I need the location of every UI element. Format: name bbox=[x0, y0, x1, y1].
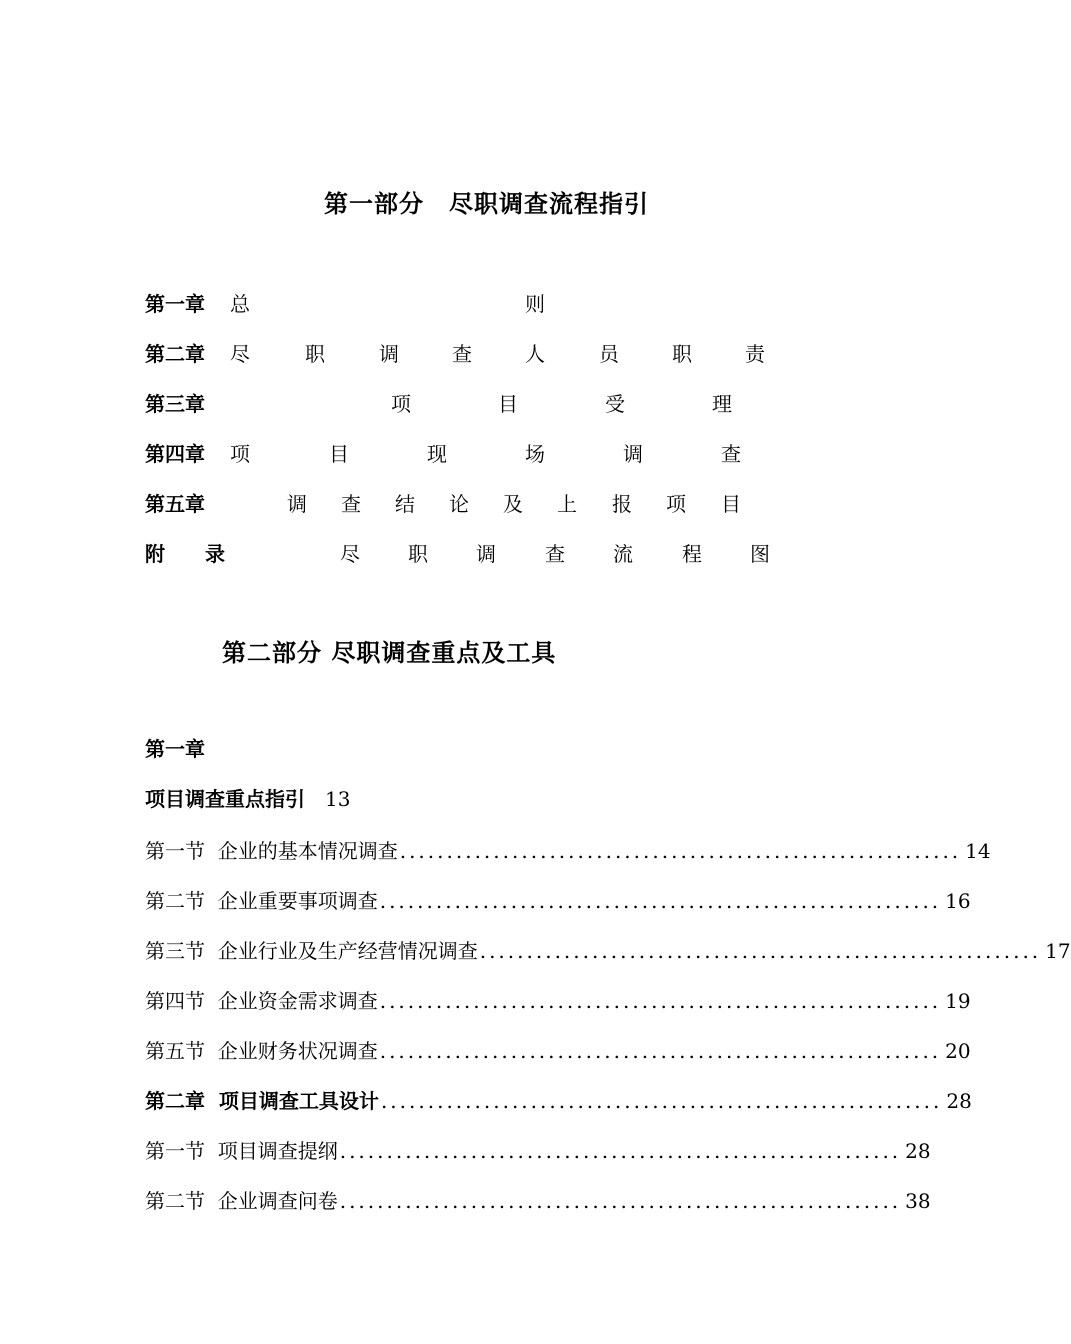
chapter-char: 责 bbox=[745, 342, 765, 366]
chapter-char: 人 bbox=[525, 342, 545, 366]
chapter-char: 流 bbox=[613, 542, 633, 566]
toc-entry[interactable] bbox=[145, 835, 991, 865]
part1-row bbox=[145, 288, 775, 318]
toc-entry-page: 19 bbox=[945, 989, 971, 1013]
chapter-char: 总 bbox=[230, 292, 250, 316]
chapter-char: 图 bbox=[750, 542, 770, 566]
chapter-char: 报 bbox=[612, 492, 632, 516]
part1-row bbox=[145, 488, 775, 518]
toc-entry-page: 13 bbox=[325, 787, 351, 811]
chapter-label: 附 录 bbox=[145, 542, 225, 566]
chapter-char: 调 bbox=[476, 542, 496, 566]
toc-entry[interactable] bbox=[145, 1135, 931, 1165]
toc-leader-dots: ............................................................ bbox=[379, 989, 942, 1013]
chapter-char: 查 bbox=[545, 542, 565, 566]
chapter-char: 调 bbox=[379, 342, 399, 366]
chapter-char: 理 bbox=[712, 392, 732, 416]
part1-row bbox=[145, 388, 775, 418]
chapter-char: 目 bbox=[721, 492, 741, 516]
toc-leader-dots: ............................................................ bbox=[399, 839, 962, 863]
chapter-label: 第二章 bbox=[145, 342, 205, 366]
toc-entry[interactable] bbox=[145, 885, 971, 915]
chapter-label: 第四章 bbox=[145, 442, 205, 466]
toc-entry-page: 20 bbox=[945, 1039, 971, 1063]
part2-chapter1-label: 第一章 bbox=[145, 737, 205, 761]
toc-entry[interactable] bbox=[145, 935, 1071, 965]
toc-entry-title: 第二节 企业重要事项调查 bbox=[145, 889, 378, 913]
chapter-char: 结 bbox=[395, 492, 415, 516]
chapter-char: 职 bbox=[305, 342, 325, 366]
toc-leader-dots: ............................................................ bbox=[339, 1139, 902, 1163]
toc-leader-dots: ............................................................ bbox=[379, 889, 942, 913]
part1-row bbox=[145, 438, 775, 468]
chapter-char: 职 bbox=[408, 542, 428, 566]
toc-entry-title: 第一节 项目调查提纲 bbox=[145, 1139, 338, 1163]
part1-row bbox=[145, 338, 775, 368]
toc-leader-dots: ............................................................ bbox=[339, 1189, 902, 1213]
chapter-char: 上 bbox=[557, 492, 577, 516]
toc-entry-page: 17 bbox=[1045, 939, 1071, 963]
toc-entry-title: 第三节 企业行业及生产经营情况调查 bbox=[145, 939, 478, 963]
chapter-label: 第三章 bbox=[145, 392, 205, 416]
toc-entry-page: 38 bbox=[905, 1189, 931, 1213]
chapter-char: 程 bbox=[682, 542, 702, 566]
toc-entry-title: 第二章 项目调查工具设计 bbox=[145, 1089, 379, 1113]
toc-entry-page: 16 bbox=[945, 889, 971, 913]
chapter-char: 论 bbox=[449, 492, 469, 516]
toc-entry[interactable] bbox=[145, 1085, 972, 1115]
toc-entry-title: 第五节 企业财务状况调查 bbox=[145, 1039, 378, 1063]
part2-title: 第二部分 尽职调查重点及工具 bbox=[222, 639, 557, 667]
toc-leader-dots: ............................................................ bbox=[379, 1039, 942, 1063]
toc-entry[interactable] bbox=[145, 985, 971, 1015]
chapter-char: 尽 bbox=[340, 542, 360, 566]
chapter-char: 查 bbox=[452, 342, 472, 366]
chapter-char: 及 bbox=[503, 492, 523, 516]
toc-entry-page: 14 bbox=[965, 839, 991, 863]
chapter-char: 项 bbox=[230, 442, 250, 466]
toc-leader-dots: ............................................................ bbox=[380, 1089, 943, 1113]
chapter-label: 第五章 bbox=[145, 492, 205, 516]
chapter-char: 调 bbox=[623, 442, 643, 466]
chapter-label: 第一章 bbox=[145, 292, 205, 316]
toc-entry-page: 28 bbox=[946, 1089, 972, 1113]
chapter-char: 目 bbox=[329, 442, 349, 466]
chapter-char: 现 bbox=[427, 442, 447, 466]
toc-entry-title: 第一节 企业的基本情况调查 bbox=[145, 839, 398, 863]
part2-chapter1-entry[interactable] bbox=[145, 783, 350, 812]
chapter-char: 调 bbox=[287, 492, 307, 516]
toc-entry-page: 28 bbox=[905, 1139, 931, 1163]
toc-entry-title: 第四节 企业资金需求调查 bbox=[145, 989, 378, 1013]
chapter-char: 项 bbox=[666, 492, 686, 516]
toc-entry[interactable] bbox=[145, 1185, 931, 1215]
chapter-char: 查 bbox=[341, 492, 361, 516]
toc-leader-dots: ............................................................ bbox=[479, 939, 1042, 963]
part1-row bbox=[145, 538, 775, 568]
chapter-char: 则 bbox=[525, 292, 545, 316]
chapter-char: 尽 bbox=[230, 342, 250, 366]
chapter-char: 查 bbox=[721, 442, 741, 466]
chapter-char: 场 bbox=[525, 442, 545, 466]
chapter-char: 员 bbox=[599, 342, 619, 366]
chapter-char: 项 bbox=[391, 392, 411, 416]
toc-entry-title: 项目调查重点指引 bbox=[145, 787, 305, 811]
part1-title: 第一部分 尽职调查流程指引 bbox=[324, 190, 649, 218]
toc-entry-title: 第二节 企业调查问卷 bbox=[145, 1189, 338, 1213]
chapter-char: 受 bbox=[605, 392, 625, 416]
chapter-char: 职 bbox=[672, 342, 692, 366]
toc-entry[interactable] bbox=[145, 1035, 971, 1065]
chapter-char: 目 bbox=[498, 392, 518, 416]
